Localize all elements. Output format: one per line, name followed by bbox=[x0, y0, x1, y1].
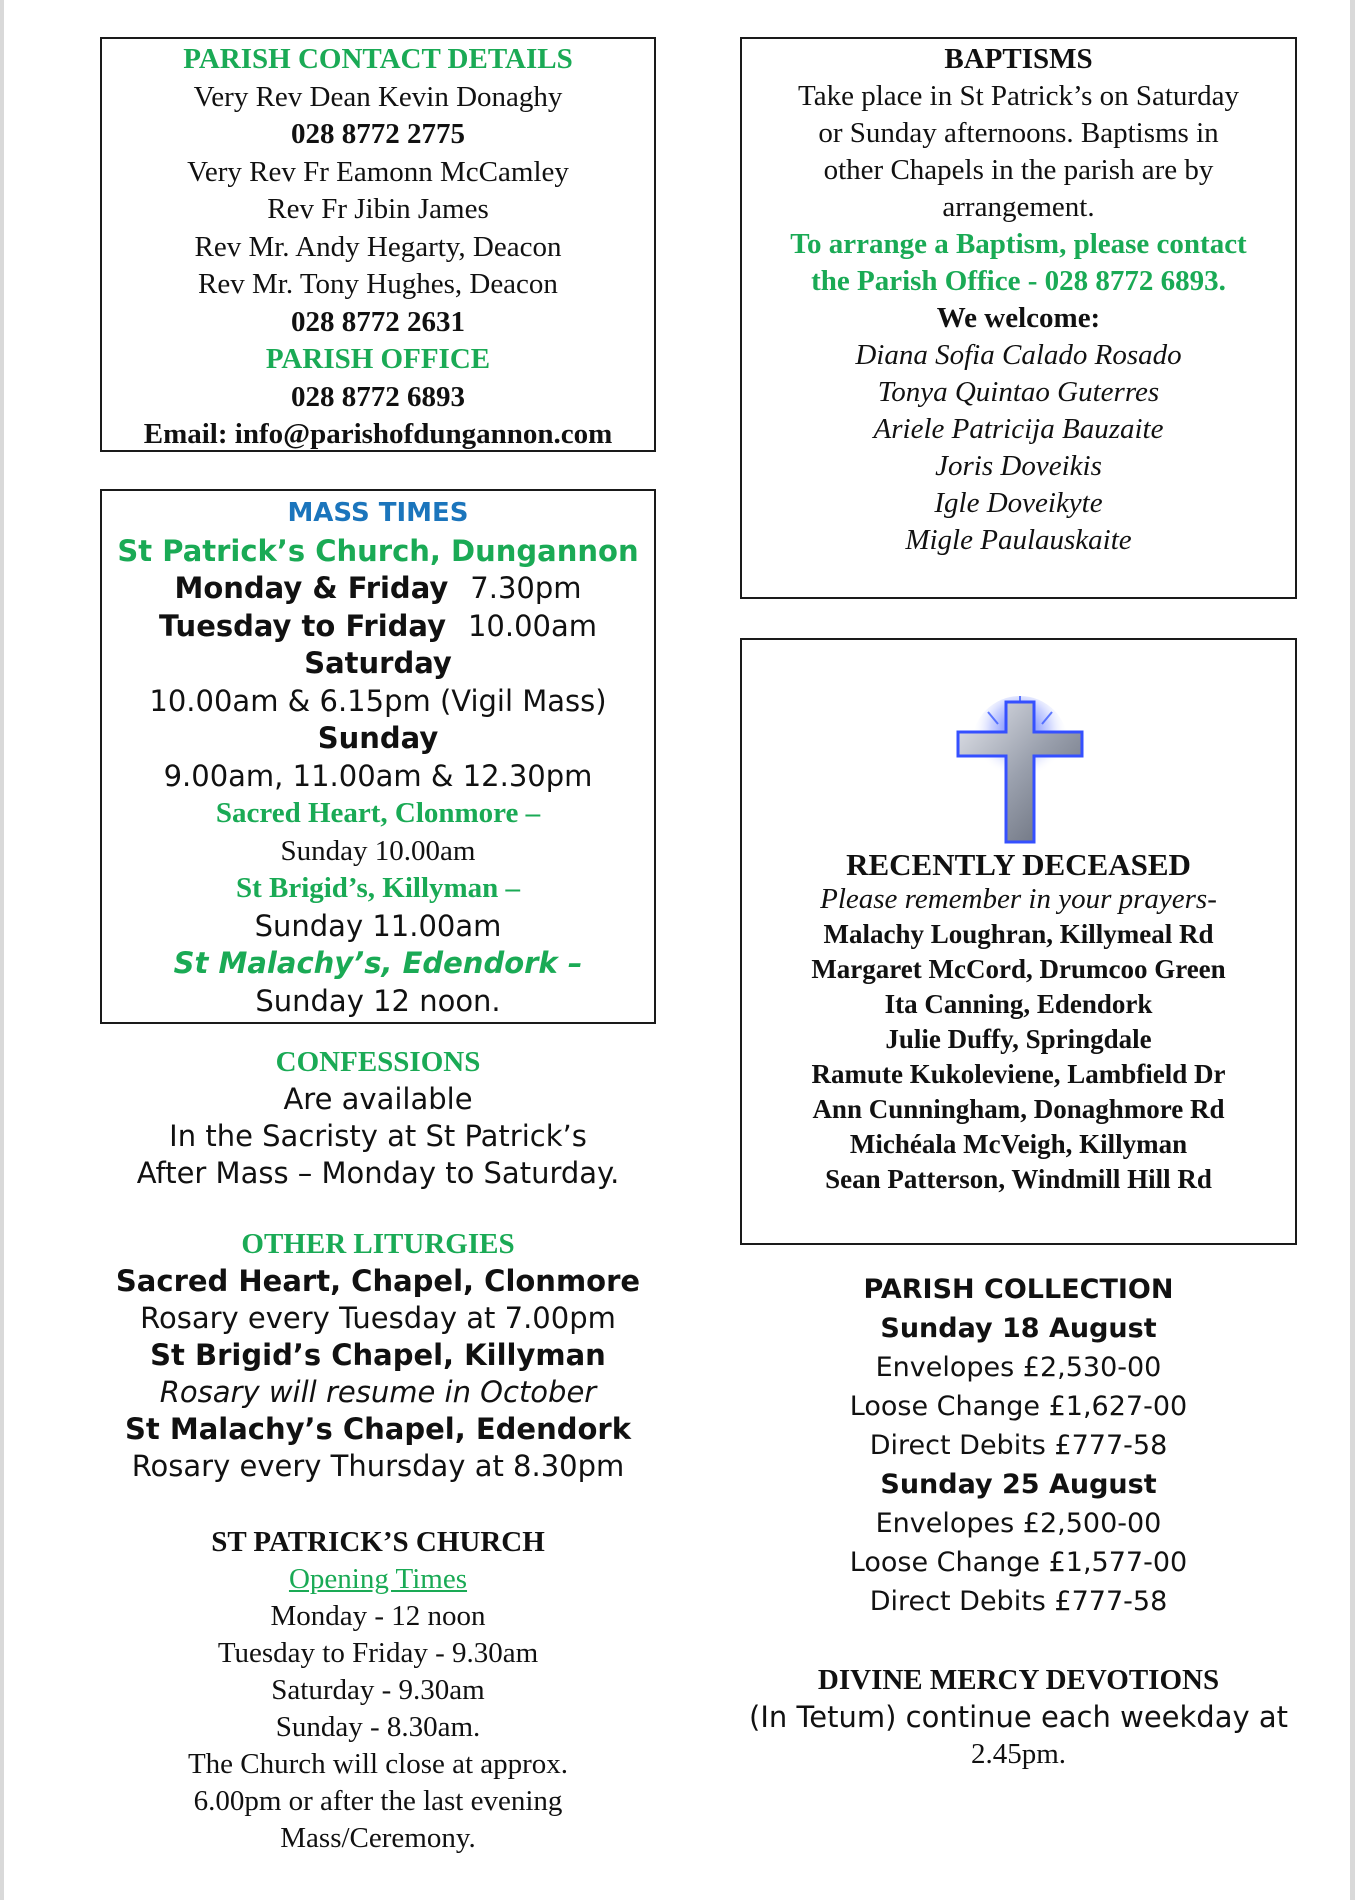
chapel-name: St Brigid’s Chapel, Killyman bbox=[150, 1338, 606, 1372]
baptisms-contact-line: To arrange a Baptism, please contact bbox=[790, 228, 1247, 260]
divine-line: 2.45pm. bbox=[970, 1738, 1067, 1770]
divine-heading: DIVINE MERCY DEVOTIONS bbox=[817, 1664, 1220, 1696]
collection-line: Envelopes £2,500-00 bbox=[875, 1508, 1162, 1539]
divine-line: (In Tetum) continue each weekday at bbox=[749, 1700, 1288, 1734]
prayer-line: Please remember in your prayers- bbox=[820, 883, 1217, 915]
clergy-name: Rev Mr. Tony Hughes, Deacon bbox=[198, 268, 558, 300]
deceased-name: Michéala McVeigh, Killyman bbox=[849, 1129, 1188, 1159]
clergy-name: Very Rev Fr Eamonn McCamley bbox=[187, 155, 569, 188]
collection-line: Loose Change £1,577-00 bbox=[849, 1547, 1188, 1578]
church-name: St Patrick’s Church, Dungannon bbox=[117, 533, 639, 568]
opening-line: Monday - 12 noon bbox=[270, 1600, 486, 1632]
baptism-name: Tonya Quintao Guterres bbox=[877, 376, 1160, 408]
contact-box bbox=[100, 37, 656, 452]
baptisms-contact-line: the Parish Office - 028 8772 6893. bbox=[811, 265, 1226, 297]
clergy-phone: 028 8772 2631 bbox=[291, 305, 465, 338]
baptism-name: Diana Sofia Calado Rosado bbox=[855, 339, 1182, 371]
church-heading: ST PATRICK’S CHURCH bbox=[211, 1526, 545, 1558]
collection-section bbox=[740, 1270, 1297, 1621]
deceased-box bbox=[740, 638, 1297, 1245]
opening-times-section bbox=[100, 1524, 656, 1857]
dean-name: Very Rev Dean Kevin Donaghy bbox=[193, 80, 563, 113]
confessions-section bbox=[100, 1044, 656, 1192]
welcome-label: We welcome: bbox=[936, 302, 1101, 334]
baptisms-heading: BAPTISMS bbox=[944, 43, 1093, 75]
collection-line: Direct Debits £777-58 bbox=[869, 1586, 1168, 1617]
sunday-label: Sunday bbox=[317, 721, 439, 755]
mass-day: Monday & Friday bbox=[174, 571, 449, 605]
confessions-line: In the Sacristy at St Patrick’s bbox=[169, 1119, 587, 1153]
collection-line: Loose Change £1,627-00 bbox=[849, 1391, 1188, 1422]
confessions-line: Are available bbox=[283, 1082, 473, 1116]
office-email: Email: info@parishofdungannon.com bbox=[143, 418, 613, 450]
deceased-name: Malachy Loughran, Killymeal Rd bbox=[823, 919, 1214, 949]
baptism-name: Migle Paulauskaite bbox=[905, 524, 1132, 556]
deceased-name: Ramute Kukoleviene, Lambfield Dr bbox=[811, 1059, 1226, 1089]
opening-times-subheading: Opening Times bbox=[288, 1563, 468, 1595]
liturgies-heading: OTHER LITURGIES bbox=[241, 1228, 515, 1260]
clonmore-label: Sacred Heart, Clonmore – bbox=[215, 797, 541, 829]
opening-line: Sunday - 8.30am. bbox=[275, 1711, 481, 1743]
chapel-rosary: Rosary will resume in October bbox=[159, 1375, 597, 1409]
baptisms-info-line: other Chapels in the parish are by bbox=[823, 154, 1214, 186]
chapel-name: Sacred Heart, Chapel, Clonmore bbox=[115, 1264, 641, 1298]
baptism-name: Igle Doveikyte bbox=[934, 487, 1103, 519]
killyman-label: St Brigid’s, Killyman – bbox=[235, 872, 521, 904]
baptism-name: Joris Doveikis bbox=[935, 450, 1102, 482]
clergy-name: Rev Mr. Andy Hegarty, Deacon bbox=[194, 230, 562, 263]
chapel-name: St Malachy’s Chapel, Edendork bbox=[124, 1412, 632, 1446]
dean-phone: 028 8772 2775 bbox=[291, 118, 465, 150]
deceased-name: Ita Canning, Edendork bbox=[884, 989, 1153, 1019]
mass-times-box bbox=[100, 489, 656, 1024]
mass-row-tue-fri bbox=[102, 608, 654, 646]
sunday-times: 9.00am, 11.00am & 12.30pm bbox=[163, 758, 593, 793]
contact-heading: PARISH CONTACT DETAILS bbox=[183, 43, 573, 75]
baptisms-info-line: or Sunday afternoons. Baptisms in bbox=[818, 117, 1219, 149]
page-edge-left bbox=[0, 0, 4, 1900]
mass-time: 7.30pm bbox=[470, 571, 582, 605]
saturday-times: 10.00am & 6.15pm (Vigil Mass) bbox=[149, 683, 607, 718]
opening-line: Saturday - 9.30am bbox=[271, 1674, 485, 1706]
deceased-name: Julie Duffy, Springdale bbox=[885, 1024, 1152, 1054]
mass-time: 10.00am bbox=[467, 608, 598, 643]
confessions-line: After Mass – Monday to Saturday. bbox=[136, 1156, 620, 1190]
opening-line: 6.00pm or after the last evening bbox=[193, 1785, 563, 1817]
baptism-name: Ariele Patricija Bauzaite bbox=[873, 413, 1164, 445]
deceased-name: Margaret McCord, Drumcoo Green bbox=[811, 954, 1226, 984]
baptisms-info-line: arrangement. bbox=[942, 191, 1095, 223]
divine-mercy-section bbox=[740, 1662, 1297, 1773]
mass-row-mon-fri bbox=[102, 570, 654, 608]
baptisms-info-line: Take place in St Patrick’s on Saturday bbox=[798, 80, 1239, 112]
deceased-name: Sean Patterson, Windmill Hill Rd bbox=[825, 1164, 1212, 1194]
cross-icon bbox=[940, 692, 1100, 852]
opening-line: Mass/Ceremony. bbox=[280, 1822, 476, 1854]
mass-heading: MASS TIMES bbox=[287, 498, 469, 528]
chapel-rosary: Rosary every Thursday at 8.30pm bbox=[131, 1449, 625, 1483]
baptisms-box bbox=[740, 37, 1297, 599]
collection-date: Sunday 18 August bbox=[880, 1313, 1157, 1344]
opening-line: Tuesday to Friday - 9.30am bbox=[217, 1637, 539, 1669]
edendork-label: St Malachy’s, Edendork – bbox=[173, 946, 583, 980]
killyman-time: Sunday 11.00am bbox=[254, 908, 502, 943]
mass-day: Tuesday to Friday bbox=[158, 608, 446, 643]
opening-line: The Church will close at approx. bbox=[187, 1748, 569, 1780]
saturday-label: Saturday bbox=[304, 646, 452, 680]
deceased-heading: RECENTLY DECEASED bbox=[846, 847, 1191, 882]
collection-line: Direct Debits £777-58 bbox=[869, 1430, 1168, 1461]
liturgies-section bbox=[100, 1226, 656, 1485]
page-edge-right bbox=[1350, 0, 1355, 1900]
deceased-name: Ann Cunningham, Donaghmore Rd bbox=[812, 1094, 1225, 1124]
collection-line: Envelopes £2,530-00 bbox=[875, 1352, 1162, 1383]
clergy-name: Rev Fr Jibin James bbox=[267, 193, 489, 225]
office-phone: 028 8772 6893 bbox=[291, 380, 465, 413]
collection-date: Sunday 25 August bbox=[880, 1469, 1157, 1500]
office-heading: PARISH OFFICE bbox=[265, 343, 491, 375]
chapel-rosary: Rosary every Tuesday at 7.00pm bbox=[140, 1301, 616, 1335]
collection-heading: PARISH COLLECTION bbox=[863, 1274, 1174, 1305]
clonmore-time: Sunday 10.00am bbox=[280, 834, 476, 867]
edendork-time: Sunday 12 noon. bbox=[255, 983, 501, 1018]
confessions-heading: CONFESSIONS bbox=[275, 1046, 481, 1078]
deceased-list bbox=[742, 847, 1295, 1197]
